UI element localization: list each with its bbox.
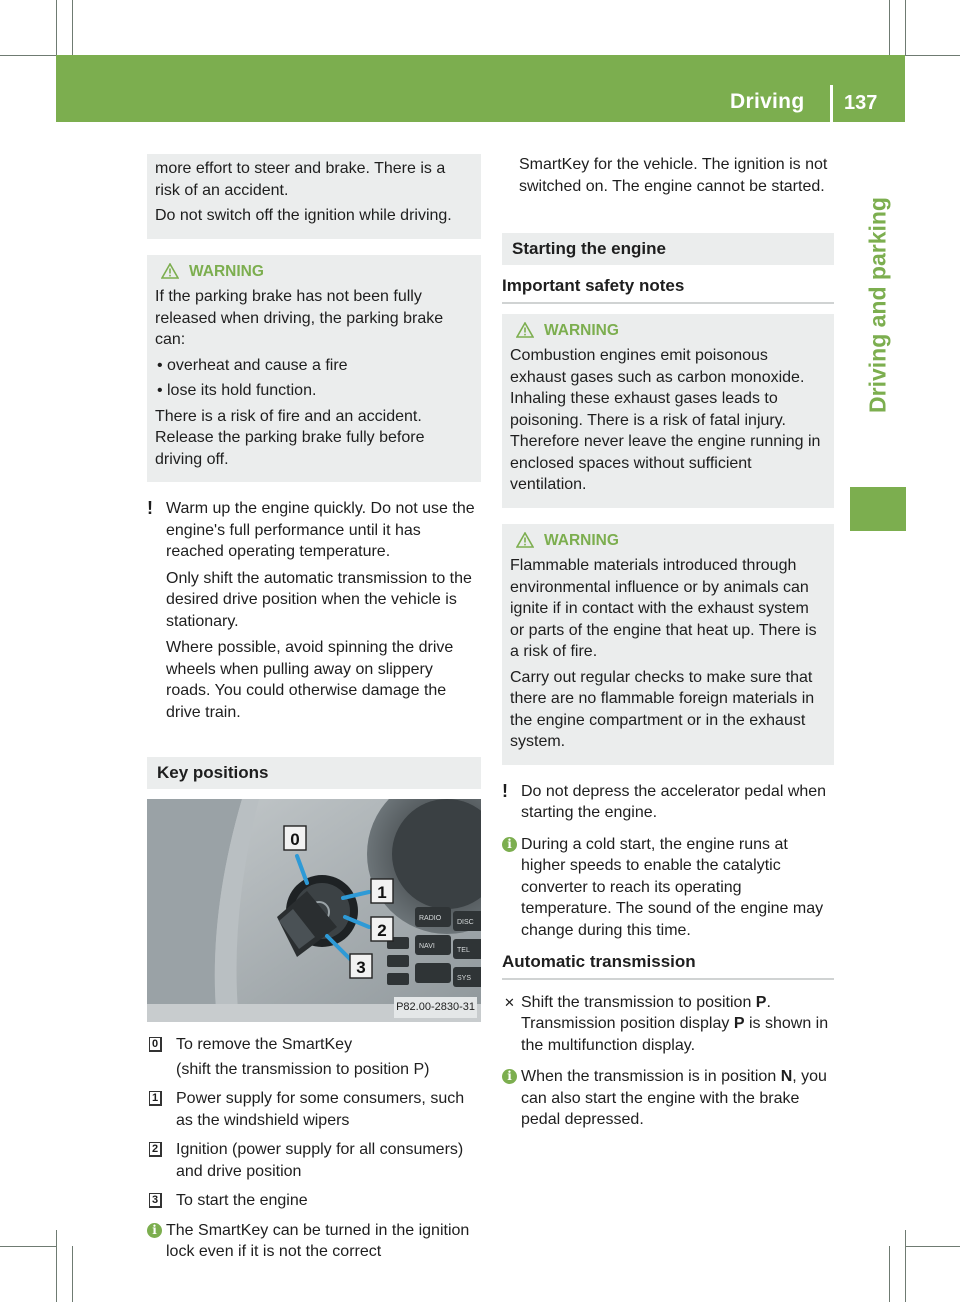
continued-text: SmartKey for the vehicle. The ignition is not switched on. The engine cannot be started. [519, 156, 828, 195]
crop-mark [56, 1230, 57, 1302]
caution-icon: ! [147, 498, 153, 518]
note-text: Only shift the automatic transmission to the desired drive position when the vehicle is stationary. [166, 569, 472, 630]
warning-text: Carry out regular checks to make sure that there are no flammable foreign materials in the engine compartment or in the exhaust system. [510, 668, 815, 750]
box-text: Do not switch off the ignition while driving. [155, 207, 452, 224]
note-text: The SmartKey can be turned in the ignition lock even if it is not the correct [166, 1221, 470, 1260]
crop-mark [0, 1246, 56, 1247]
step-text: Shift the transmission to position P. Transmission position display P is shown in the multifunction display. [521, 993, 829, 1054]
side-tab-label: Driving and parking [864, 196, 891, 413]
button-label: SYS [457, 975, 472, 982]
legend-text: (shift the transmission to position P) [176, 1060, 430, 1078]
crop-mark [905, 0, 906, 55]
legend-text: To remove the SmartKey [176, 1036, 353, 1053]
warning-heading [516, 320, 826, 342]
legend-item [147, 1034, 481, 1080]
page-number: 137 [844, 92, 878, 114]
warning-label: WARNING [189, 262, 264, 280]
info-icon: i [502, 837, 517, 852]
right-column [502, 154, 834, 1141]
info-note [147, 1220, 481, 1263]
ignition-lock-photo [147, 799, 481, 1022]
caution-note [502, 781, 834, 824]
caution-icon: ! [502, 780, 508, 801]
crop-mark [72, 0, 73, 55]
warning-text: Combustion engines emit poisonous exhaust gases such as carbon monoxide. Inhaling these exhaust gases leads to poisoning. There is a risk of fatal injury. Therefore never leave the engine running in enclosed spaces without sufficient ventilation. [510, 347, 821, 493]
legend-text: Ignition (power supply for all consumers) and drive position [176, 1141, 464, 1180]
crop-mark [905, 55, 960, 56]
crop-mark [72, 1246, 73, 1302]
warning-triangle-icon [516, 532, 534, 548]
bullet-item: • overheat and cause a fire [155, 355, 473, 377]
section-heading-starting-engine: Starting the engine [502, 233, 834, 265]
left-column [147, 154, 481, 1273]
warning-label: WARNING [544, 531, 619, 549]
note-text: When the transmission is in position N, you can also start the engine with the brake pedal depressed. [521, 1068, 827, 1128]
button-label: NAVI [419, 943, 435, 950]
info-icon: i [147, 1223, 162, 1238]
position-label: 2 [377, 921, 387, 940]
crop-mark [905, 1230, 906, 1302]
warning-heading [516, 530, 826, 552]
warning-box-flammable [502, 524, 834, 765]
note-text: Warm up the engine quickly. Do not use the engine's full performance until it has reached operating temperature. [166, 500, 475, 560]
legend-item [147, 1088, 481, 1131]
instruction-step [502, 992, 834, 1057]
side-tab-marker [850, 487, 906, 531]
note-text: During a cold start, the engine runs at higher speeds to enable the catalytic converter to reach its operating temperature. The sound of the engine may change during this time. [521, 835, 824, 939]
button-label: DISC [457, 919, 474, 926]
button-label: TEL [457, 947, 470, 954]
warning-triangle-icon [161, 263, 179, 279]
crop-mark [889, 1246, 890, 1302]
side-tab [850, 122, 906, 487]
info-note [502, 834, 834, 942]
warning-text: Flammable materials introduced through environmental influence or by animals can ignite if in contact with the exhaust system or parts of the engine that heat up. There is a risk of fire. [510, 557, 817, 660]
crop-mark [56, 0, 57, 55]
caution-note [147, 498, 481, 723]
note-text: Do not depress the accelerator pedal when starting the engine. [521, 782, 827, 821]
box-text: more effort to steer and brake. There is a risk of an accident. [155, 160, 446, 199]
warning-text: If the parking brake has not been fully released when driving, the parking brake can: [155, 288, 444, 348]
position-label: 3 [356, 958, 366, 977]
photo-reference-code: P82.00-2830-31 [394, 997, 477, 1019]
position-label: 1 [377, 883, 387, 902]
crop-mark [0, 55, 56, 56]
warning-text: There is a risk of fire and an accident. Release the parking brake fully before driving off. [155, 407, 425, 468]
legend-key: 0 [149, 1037, 162, 1052]
header-title: Driving [730, 90, 805, 113]
subheading-automatic-transmission: Automatic transmission [502, 951, 834, 980]
legend-item [147, 1139, 481, 1182]
legend-text: Power supply for some consumers, such as the windshield wipers [176, 1090, 465, 1129]
info-icon: i [502, 1069, 517, 1084]
crop-mark [889, 0, 890, 55]
header-separator [830, 85, 833, 122]
warning-box-parking-brake [147, 255, 481, 483]
legend-text: To start the engine [176, 1192, 308, 1209]
warning-triangle-icon [516, 322, 534, 338]
button-label: RADIO [419, 915, 442, 922]
legend-item [147, 1190, 481, 1212]
bullet-item: • lose its hold function. [155, 380, 473, 402]
step-arrow-icon: ✕ [504, 994, 515, 1010]
warning-box-exhaust [502, 314, 834, 508]
warning-heading [161, 261, 473, 283]
info-note [502, 1066, 834, 1131]
legend-key: 3 [149, 1193, 162, 1208]
warning-continuation-box [147, 154, 481, 239]
note-text: Where possible, avoid spinning the drive wheels when pulling away on slippery roads. You could otherwise damage the drive train. [166, 639, 454, 721]
subheading-safety-notes: Important safety notes [502, 275, 834, 304]
section-heading-key-positions: Key positions [147, 757, 481, 789]
ignition-illustration [147, 799, 481, 1022]
crop-mark [905, 1246, 960, 1247]
position-label: 0 [290, 830, 300, 849]
legend-key: 2 [149, 1142, 162, 1157]
warning-label: WARNING [544, 321, 619, 339]
legend-key: 1 [149, 1091, 162, 1106]
